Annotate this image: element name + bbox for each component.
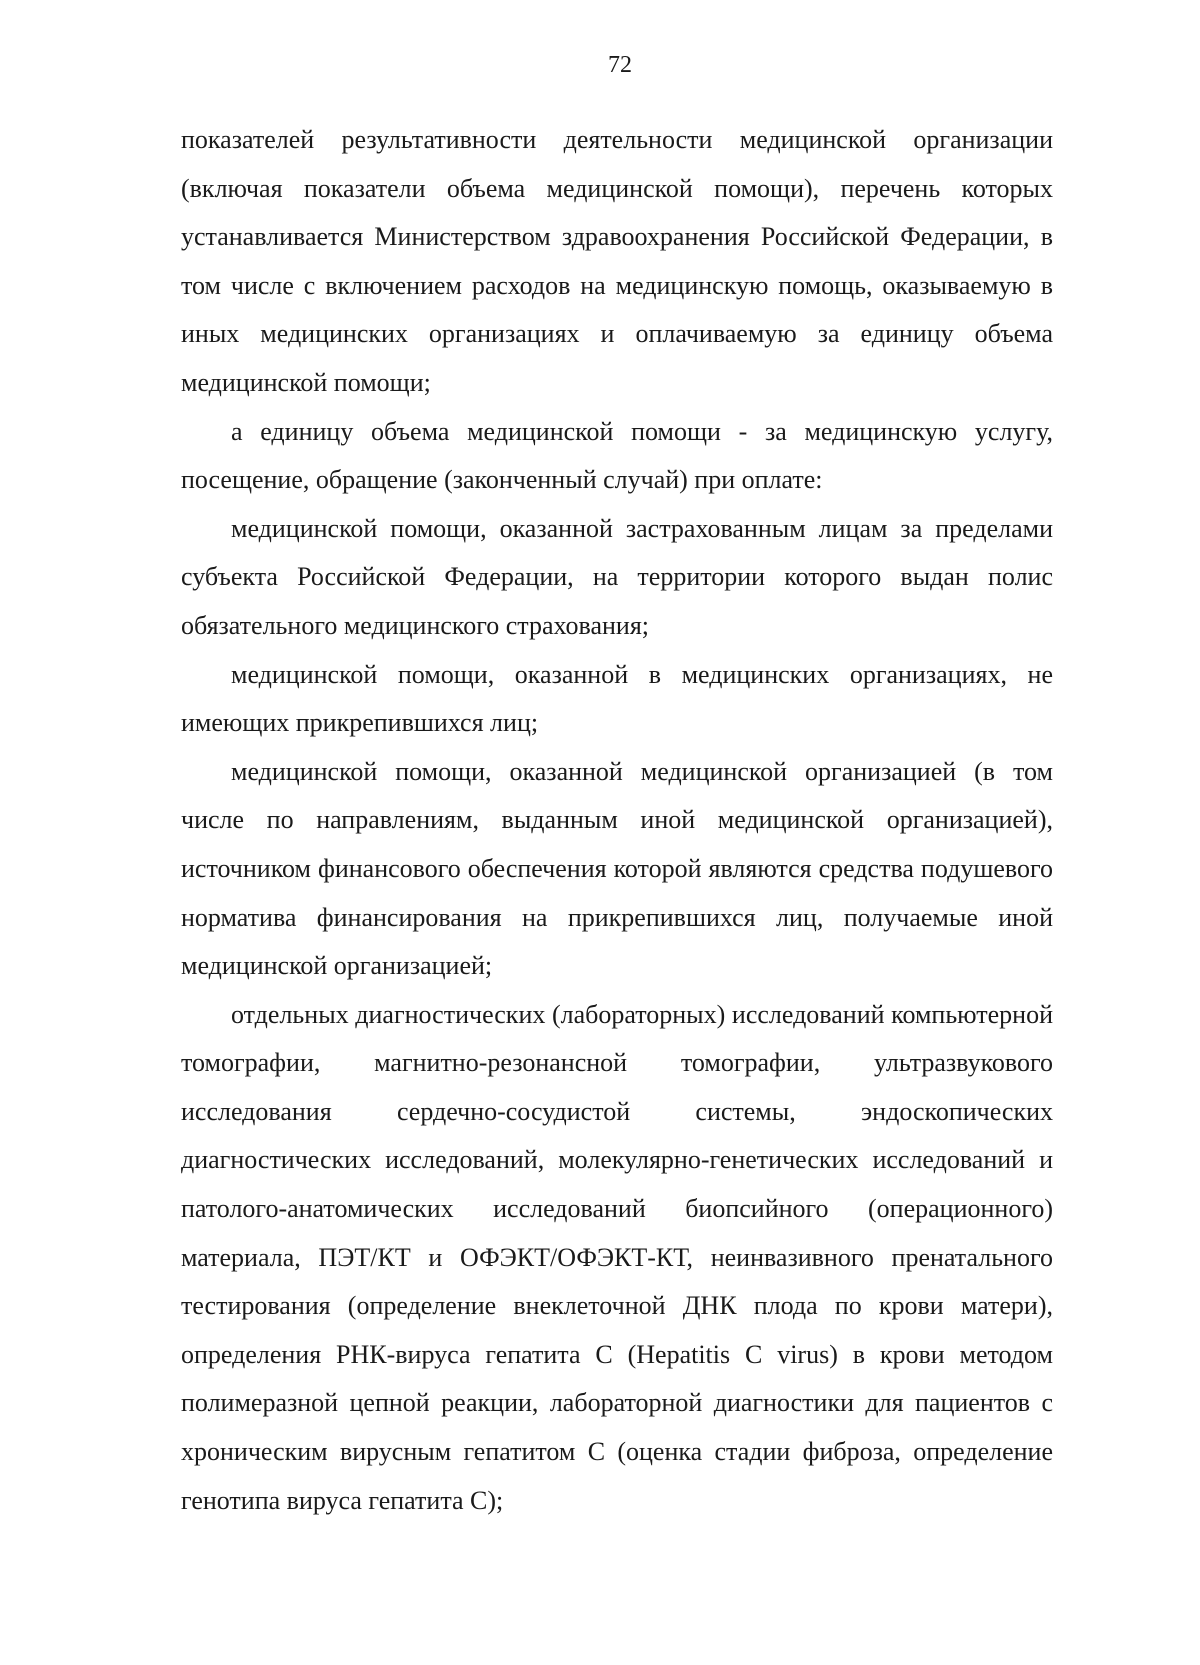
paragraph-unit-of-volume: а единицу объема медицинской помощи - за медицинскую услугу, посещение, обращение (законченный случай) при оплате: [181, 416, 1053, 495]
paragraph-outside-region-care: медицинской помощи, оказанной застрахованным лицам за пределами субъекта Российской Федерации, на территории которого выдан полис обязательного медицинского страхования; [181, 513, 1053, 640]
paragraph-continuation: показателей результативности деятельности медицинской организации (включая показатели объема медицинской помощи), перечень которых устанавливается Министерством здравоохранения Российской Федерации, в том числе с включением расходов на медицинскую помощь, оказываемую в иных медицинских организациях и оплачиваемую за единицу объема медицинской помощи; [181, 125, 1053, 397]
paragraph-referral-care: медицинской помощи, оказанной медицинской организацией (в том числе по направлениям, выданным иной медицинской организацией), источником финансового обеспечения которой являются средства подушевого норматива финансирования на прикрепившихся лиц, получаемые иной медицинской организацией; [181, 756, 1053, 981]
document-body [181, 116, 1053, 1525]
paragraph-no-attached-persons: медицинской помощи, оказанной в медицинских организациях, не имеющих прикрепившихся лиц; [181, 659, 1053, 738]
page-number: 72 [608, 52, 632, 78]
paragraph-diagnostic-studies: отдельных диагностических (лабораторных) исследований компьютерной томографии, магнитно-резонансной томографии, ультразвукового исследования сердечно-сосудистой системы, эндоскопических диагностических исследований, молекулярно-генетических исследований и патолого-анатомических исследований биопсийного (операционного) материала, ПЭТ/КТ и ОФЭКТ/ОФЭКТ-КТ, неинвазивного пренатального тестирования (определение внеклеточной ДНК плода по крови матери), определения РНК-вируса гепатита С (Hepatitis C virus) в крови методом полимеразной цепной реакции, лабораторной диагностики для пациентов с хроническим вирусным гепатитом С (оценка стадии фиброза, определение генотипа вируса гепатита С); [181, 999, 1053, 1515]
